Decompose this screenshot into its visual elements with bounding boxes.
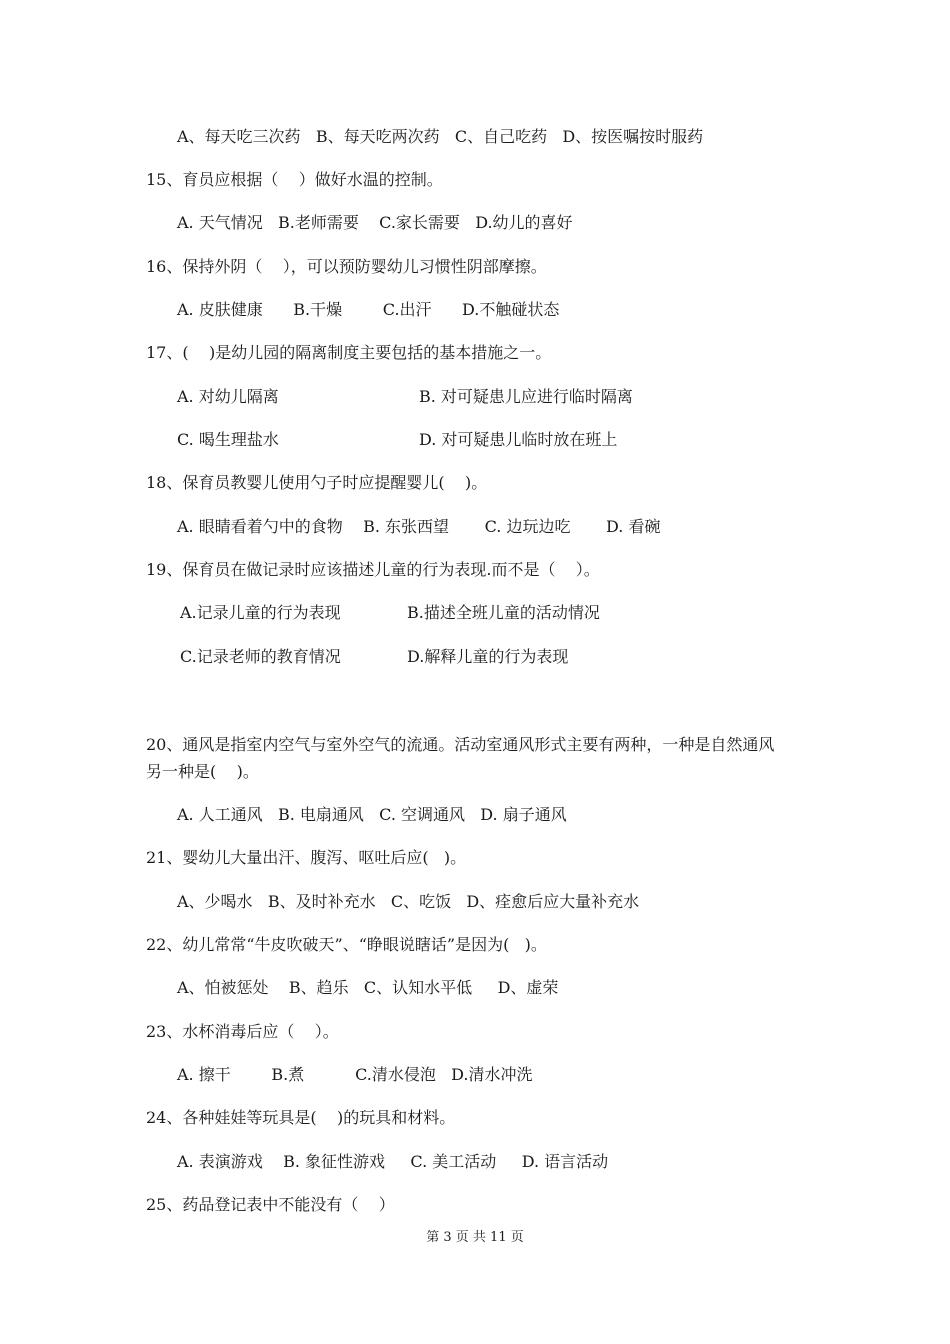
q20-question: 20、通风是指室内空气与室外空气的流通。活动室通风形式主要有两种，一种是自然通风 [146,735,775,754]
q17-option-c: C. 喝生理盐水 [177,430,279,449]
page-footer: 第 3 页 共 11 页 [426,1230,524,1245]
q15-options: A. 天气情况 B.老师需要 C.家长需要 D.幼儿的喜好 [177,213,573,232]
q18-question: 18、保育员教婴儿使用勺子时应提醒婴儿( )。 [146,473,488,492]
q17-question: 17、( )是幼儿园的隔离制度主要包括的基本措施之一。 [146,343,552,362]
q15-question: 15、育员应根据（ ）做好水温的控制。 [146,170,443,189]
q22-question: 22、幼儿常常“牛皮吹破天”、“睁眼说瞎话”是因为( )。 [146,935,547,954]
q17-option-b: B. 对可疑患儿应进行临时隔离 [419,387,633,406]
q16-question: 16、保持外阴（ ），可以预防婴幼儿习惯性阴部摩擦。 [146,257,547,276]
q20-question-cont: 另一种是( )。 [146,762,259,781]
q19-option-a: A.记录儿童的行为表现 [180,603,341,622]
q20-options: A. 人工通风 B. 电扇通风 C. 空调通风 D. 扇子通风 [177,805,567,824]
q14-options: A、每天吃三次药 B、每天吃两次药 C、自己吃药 D、按医嘱按时服药 [177,127,704,146]
q19-option-b: B.描述全班儿童的活动情况 [407,603,600,622]
q19-option-d: D.解释儿童的行为表现 [407,647,569,666]
q23-question: 23、水杯消毒后应（ ）。 [146,1022,339,1041]
q18-options: A. 眼睛看着勺中的食物 B. 东张西望 C. 边玩边吃 D. 看碗 [177,517,661,536]
q17-option-d: D. 对可疑患儿临时放在班上 [419,430,618,449]
q23-options: A. 擦干 B.煮 C.清水侵泡 D.清水冲洗 [177,1065,533,1084]
q22-options: A、怕被惩处 B、趋乐 C、认知水平低 D、虚荣 [177,978,559,997]
q19-question: 19、保育员在做记录时应该描述儿童的行为表现.而不是（ ）。 [146,560,600,579]
q21-options: A、少喝水 B、及时补充水 C、吃饭 D、痊愈后应大量补充水 [177,892,640,911]
q16-options: A. 皮肤健康 B.干燥 C.出汗 D.不触碰状态 [177,300,560,319]
q21-question: 21、婴幼儿大量出汗、腹泻、呕吐后应( )。 [146,848,467,867]
q17-option-a: A. 对幼儿隔离 [177,387,279,406]
q19-option-c: C.记录老师的教育情况 [180,647,341,666]
q24-options: A. 表演游戏 B. 象征性游戏 C. 美工活动 D. 语言活动 [177,1152,609,1171]
q24-question: 24、各种娃娃等玩具是( )的玩具和材料。 [146,1108,456,1127]
q25-question: 25、药品登记表中不能没有（ ） [146,1195,395,1214]
